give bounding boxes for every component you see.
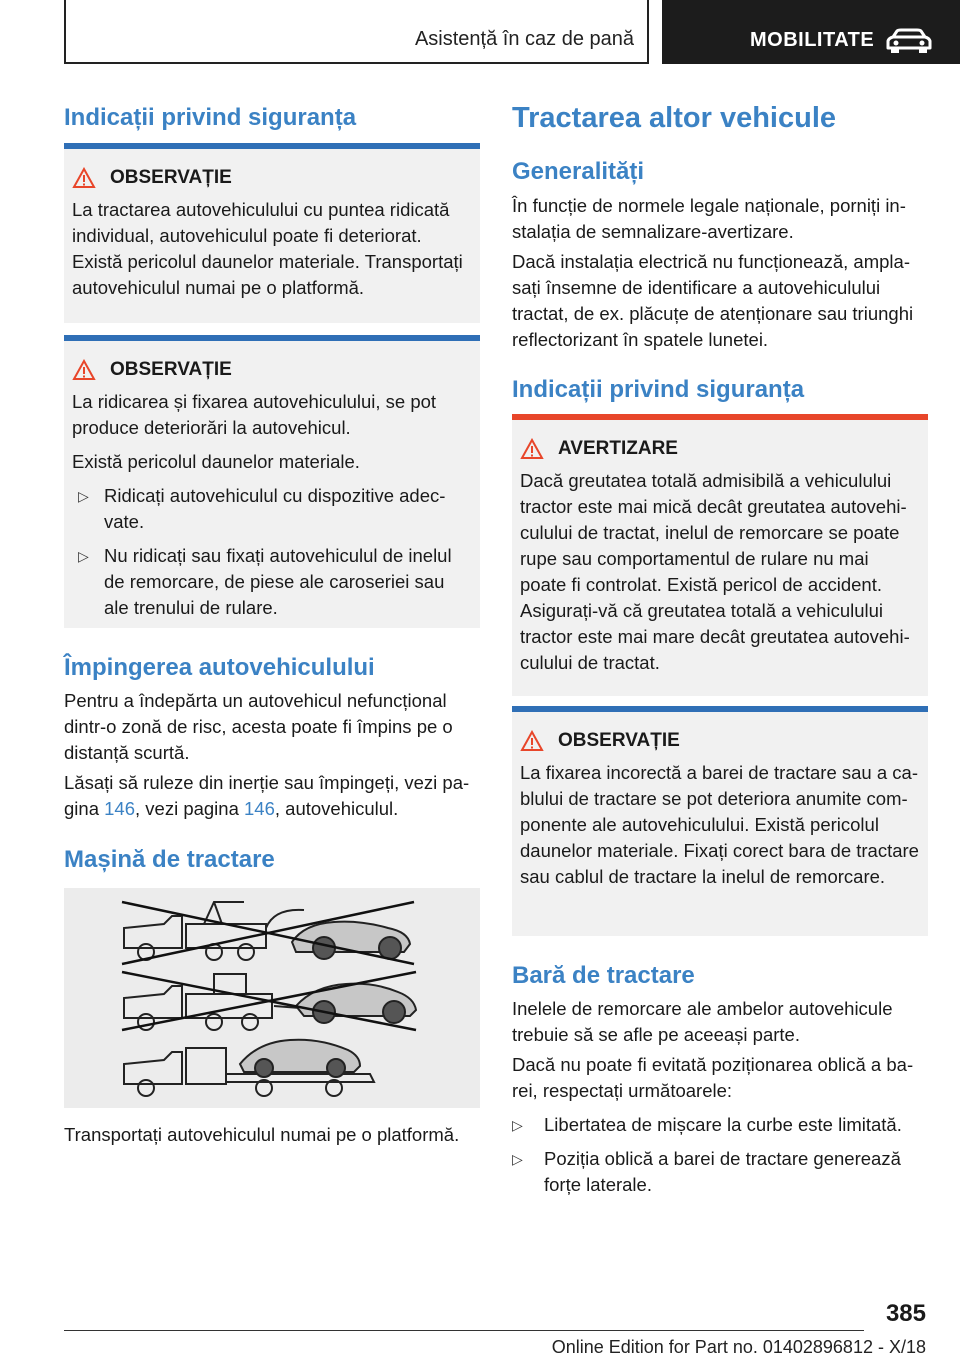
note-label: OBSERVAȚIE: [558, 730, 680, 751]
note-box-2: [64, 335, 480, 628]
tow-truck-heading: Mașină de tractare: [64, 846, 275, 873]
tow-bar-paragraph-1: Inelele de remorcare ale ambelor autovehicule trebuie să se afle pe aceeași parte.: [512, 998, 893, 1045]
towing-title: Tractarea altor vehicule: [512, 102, 836, 134]
note-text: Există pericolul daunelor materiale.: [72, 451, 360, 472]
note-label: OBSERVAȚIE: [110, 167, 232, 188]
general-paragraph-1: În funcție de normele legale naționale, porniți instalația de semnalizare-avertizare.: [512, 195, 906, 242]
safety-heading: Indicații privind siguranța: [512, 376, 805, 403]
bullet-triangle-icon: ▷: [512, 1117, 523, 1133]
note-label: OBSERVAȚIE: [110, 359, 232, 380]
header-chapter-tab[interactable]: [662, 0, 960, 64]
header-section-title: Asistență în caz de pană: [414, 28, 634, 50]
edition-text: Online Edition for Part no. 01402896812 - X/18: [551, 1337, 926, 1357]
tow-bar-list: [512, 1112, 928, 1206]
general-paragraph-2: Dacă instalația electrică nu funcționează, amplasați însemne de identificare a autovehiculului tractat, de ex. plăcuțe de atenționare sau triunghi reflectorizant în spatele lunetei.: [512, 251, 914, 350]
page-link[interactable]: 146: [244, 798, 275, 819]
list-item: ▷ Ridicați autovehiculul cu dispozitive adecvate.: [72, 483, 472, 535]
warning-triangle-icon: [72, 359, 96, 381]
general-heading: Generalități: [512, 158, 645, 185]
chapter-label: MOBILITATE: [750, 29, 875, 51]
tow-bar-heading: Bară de tractare: [512, 962, 695, 989]
note-text: La ridicarea și fixarea autovehiculului, se pot produce deteriorări la autovehicul.: [72, 391, 437, 438]
push-paragraph-1: Pentru a îndepărta un autovehicul nefuncțional dintr-o zonă de risc, acesta poate fi împins pe o distanță scurtă.: [64, 690, 453, 763]
warning-triangle-icon: [72, 167, 96, 189]
bullet-triangle-icon: ▷: [78, 548, 89, 564]
page-number: 385: [885, 1300, 926, 1327]
push-paragraph-2: Lăsați să ruleze din inerție sau împingeți, vezi pagina 146, vezi pagina 146, autovehiculul.: [64, 772, 470, 819]
warning-text: Dacă greutatea totală admisibilă a vehiculului tractor este mai mică decât greutatea autovehiculului de tractat, inelul de remorcare se poate rupe sau comportamentul de rulare nu mai poate fi controlat. Există pericol de accident. Asigurați-vă că greutatea totală a vehiculului tractor este mai mare decât greutatea autovehiculului de tractat.: [520, 470, 910, 673]
tow-bar-paragraph-2: Dacă nu poate fi evitată poziționarea oblică a barei, respectați următoarele:: [512, 1054, 914, 1101]
note-text: La fixarea incorectă a barei de tractare sau a cablului de tractare se pot deteriora anumite componente ale autovehiculului. Există pericolul daunelor materiale. Fixați corect bara de tractare sau cablul de tractare la inelul de remorcare.: [520, 762, 919, 887]
page-link[interactable]: 146: [104, 798, 135, 819]
footer-divider: [64, 1330, 864, 1331]
warning-triangle-icon: [520, 438, 544, 460]
note-box-3: [512, 706, 928, 936]
car-icon: [884, 28, 934, 54]
tow-truck-figure: [64, 888, 480, 1108]
bullet-triangle-icon: ▷: [78, 488, 89, 504]
warning-box: [512, 414, 928, 696]
note-box-1: [64, 143, 480, 323]
tow-truck-illustration: [64, 888, 480, 1108]
list-item: ▷ Nu ridicați sau fixați autovehiculul de inelul de remorcare, de piese ale caroseriei sau ale trenului de rulare.: [72, 543, 472, 621]
warning-label: AVERTIZARE: [558, 438, 678, 459]
figure-caption: Transportați autovehiculul numai pe o platformă.: [64, 1124, 460, 1145]
list-item: ▷ Poziția oblică a barei de tractare generează forțe laterale.: [512, 1146, 928, 1198]
note-text: La tractarea autovehiculului cu puntea ridicată individual, autovehiculul poate fi deteriorat. Există pericolul daunelor materiale. Transportați autovehiculul numai pe o platformă.: [72, 199, 463, 298]
bullet-triangle-icon: ▷: [512, 1151, 523, 1167]
push-heading: Împingerea autovehiculului: [64, 654, 375, 681]
warning-triangle-icon: [520, 730, 544, 752]
safety-heading: Indicații privind siguranța: [64, 104, 357, 131]
list-item: ▷ Libertatea de mișcare la curbe este limitată.: [512, 1112, 928, 1138]
